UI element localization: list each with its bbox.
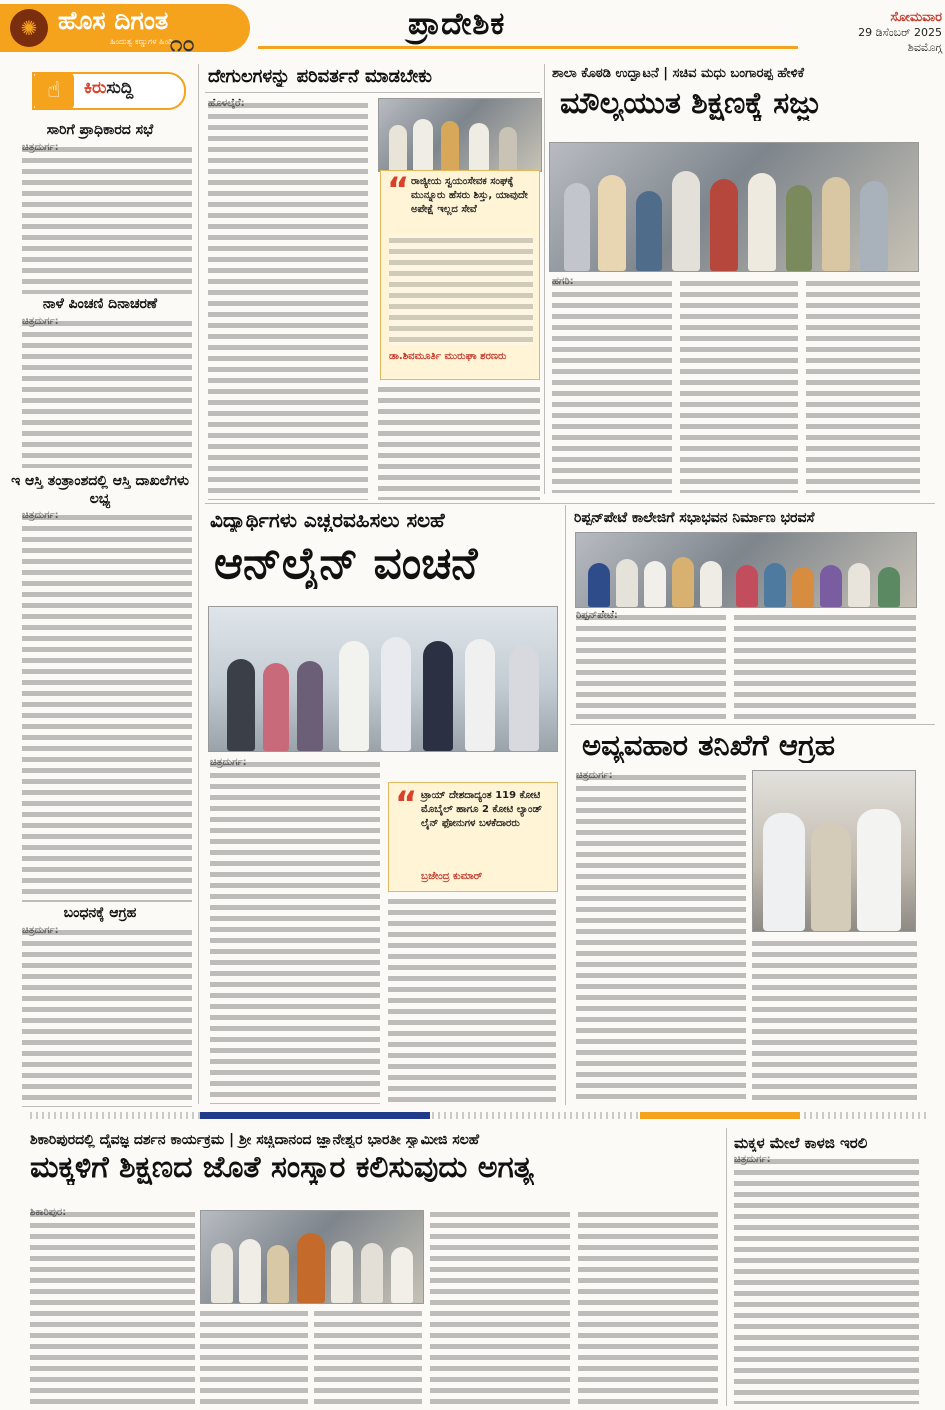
brief-title: ಇ ಆಸ್ತಿ ತಂತ್ರಾಂಶದಲ್ಲಿ ಆಸ್ತಿ ದಾಖಲೆಗಳು ಲಭ್ಯ (11, 473, 189, 507)
online-quote-source: ಬ್ರಜೇಂದ್ರ ಕುಮಾರ್ (421, 871, 483, 882)
column-divider (198, 64, 199, 1104)
values-photo (549, 142, 919, 272)
children-body (734, 1156, 919, 1404)
sanskara-photo (200, 1210, 424, 1304)
column-divider (726, 1128, 727, 1406)
quote-mark-icon: “ (387, 170, 410, 210)
online-photo (208, 606, 558, 752)
paper-tagline: ಹಿಂದುತ್ವ ಕಣ್ಣುಗಳ ಹಿಂದಿ (110, 37, 174, 46)
section-rule (205, 503, 935, 504)
online-kicker: ವಿದ್ಯಾರ್ಥಿಗಳು ಎಚ್ಚರವಹಿಸಲು ಸಲಹೆ (210, 508, 445, 532)
brief-title: ಬಂಧನಕ್ಕೆ ಆಗ್ರಹ (63, 905, 137, 921)
values-body-3 (806, 278, 920, 493)
sanskara-body-4 (430, 1209, 570, 1404)
temples-headline: ದೇಗುಲಗಳನ್ನು ಪರಿವರ್ತನೆ ಮಾಡಬೇಕು (208, 66, 433, 87)
logo-emblem-icon: ✺ (10, 9, 48, 47)
page-number: ೧೦ (170, 32, 195, 57)
brief-title: ಸಾರಿಗೆ ಪ್ರಾಧಿಕಾರದ ಸಭೆ (46, 122, 154, 138)
sanskara-body-1 (30, 1209, 195, 1404)
masthead (0, 0, 945, 60)
online-body-2 (388, 896, 556, 1104)
temples-quote-box (380, 170, 540, 380)
section-title: ಪ್ರಾದೇಶಿಕ (408, 6, 506, 42)
hall-photo (575, 532, 917, 608)
issue-day: ಸೋಮವಾರ (890, 10, 942, 25)
values-kicker: ಶಾಲಾ ಕೊಠಡಿ ಉದ್ಘಾಟನೆ | ಸಚಿವ ಮಧು ಬಂಗಾರಪ್ಪ ಹೇಳಿಕೆ (552, 66, 805, 81)
column-divider (565, 505, 566, 1105)
values-headline: ಮೌಲ್ಯಯುತ ಶಿಕ್ಷಣಕ್ಕೆ ಸಜ್ಜು (560, 86, 821, 121)
brief-body (22, 318, 192, 468)
sanskara-headline: ಮಕ್ಕಳಿಗೆ ಶಿಕ್ಷಣದ ಜೊತೆ ಸಂಸ್ಕಾರ ಕಲಿಸುವುದು ಅಗತ್ಯ (30, 1150, 534, 1185)
issue-city: ಶಿವಮೊಗ್ಗ (907, 41, 942, 54)
quote-mark-icon: “ (395, 784, 418, 824)
hand-pointer-icon: ☝ (34, 72, 74, 110)
corruption-body-1 (576, 772, 746, 1102)
quote-body (389, 235, 533, 345)
sanskara-kicker: ಶಿಕಾರಿಪುರದಲ್ಲಿ ದೈವಜ್ಞ ದರ್ಶನ ಕಾರ್ಯಕ್ರಮ | ಶ್ರೀ ಸಚ್ಚಿದಾನಂದ ಜ್ಞಾನೇಶ್ವರ ಭಾರತೀ ಸ್ವಾಮೀಜಿ ಸಲಹೆ (30, 1132, 480, 1148)
children-headline: ಮಕ್ಕಳ ಮೇಲೆ ಕಾಳಜಿ ಇರಲಿ (734, 1134, 868, 1152)
tricolor-divider (30, 1112, 930, 1119)
online-quote-box (388, 782, 558, 892)
paper-name: ಹೊಸ ದಿಗಂತ (58, 6, 169, 35)
values-body-2 (680, 278, 798, 493)
hall-body-1 (576, 612, 726, 720)
issue-date: 29 ಡಿಸೆಂಬರ್ 2025 (858, 26, 942, 39)
column-divider (544, 64, 545, 494)
brief-body (22, 144, 192, 294)
brief-title: ನಾಳೆ ಪಿಂಚಣಿ ದಿನಾಚರಣೆ (42, 296, 158, 312)
hall-body-2 (734, 612, 916, 720)
brief-body (22, 512, 192, 902)
values-body-1 (552, 278, 672, 493)
corruption-photo (752, 770, 916, 932)
temples-quote: ರಾಜ್ಯೀಯ ಸ್ವಯಂಸೇವಕ ಸಂಘಕ್ಕೆ ಮುನ್ನೂರು ಹೆಸರು ಶಿಸ್ತು, ಯಾವುದೇ ಅಪೇಕ್ಷೆ ಇಲ್ಲದ ಸೇವೆ (411, 176, 528, 215)
kiru-suddi-label: ಕಿರುಸುದ್ದಿ (84, 78, 134, 98)
online-headline: ಆನ್‌ಲೈನ್ ವಂಚನೆ (214, 538, 478, 589)
sanskara-body-3 (314, 1308, 422, 1404)
corruption-body-2 (752, 938, 917, 1102)
temples-photo (378, 98, 542, 172)
hall-headline: ರಿಪ್ಪನ್‌ಪೇಟೆ ಕಾಲೇಜಿಗೆ ಸಭಾಭವನ ನಿರ್ಮಾಣ ಭರವಸೆ (574, 510, 815, 526)
online-quote: ಟ್ರಾಯ್ ದೇಶದಾದ್ಯಂತ 119 ಕೋಟಿ ಮೊಬೈಲ್ ಹಾಗೂ 2 ಕೋಟಿ ಲ್ಯಾಂಡ್ ಲೈನ್ ಫೋನುಗಳ ಬಳಕೆದಾರರು (421, 790, 543, 829)
section-rule (258, 46, 798, 49)
date-block (802, 10, 942, 55)
temples-body-2 (378, 384, 540, 500)
temples-body (208, 100, 368, 500)
section-rule (570, 724, 935, 725)
sanskara-body-5 (578, 1209, 718, 1404)
temples-quote-source: ಡಾ.ಶಿವಮೂರ್ತಿ ಮುರುಘಾ ಶರಣರು (389, 351, 507, 362)
sanskara-body-2 (200, 1308, 308, 1404)
corruption-headline: ಅವ್ಯವಹಾರ ತನಿಖೆಗೆ ಆಗ್ರಹ (582, 728, 835, 762)
brief-body (22, 927, 192, 1107)
online-body-1 (210, 759, 380, 1104)
headline-rule (205, 92, 540, 93)
